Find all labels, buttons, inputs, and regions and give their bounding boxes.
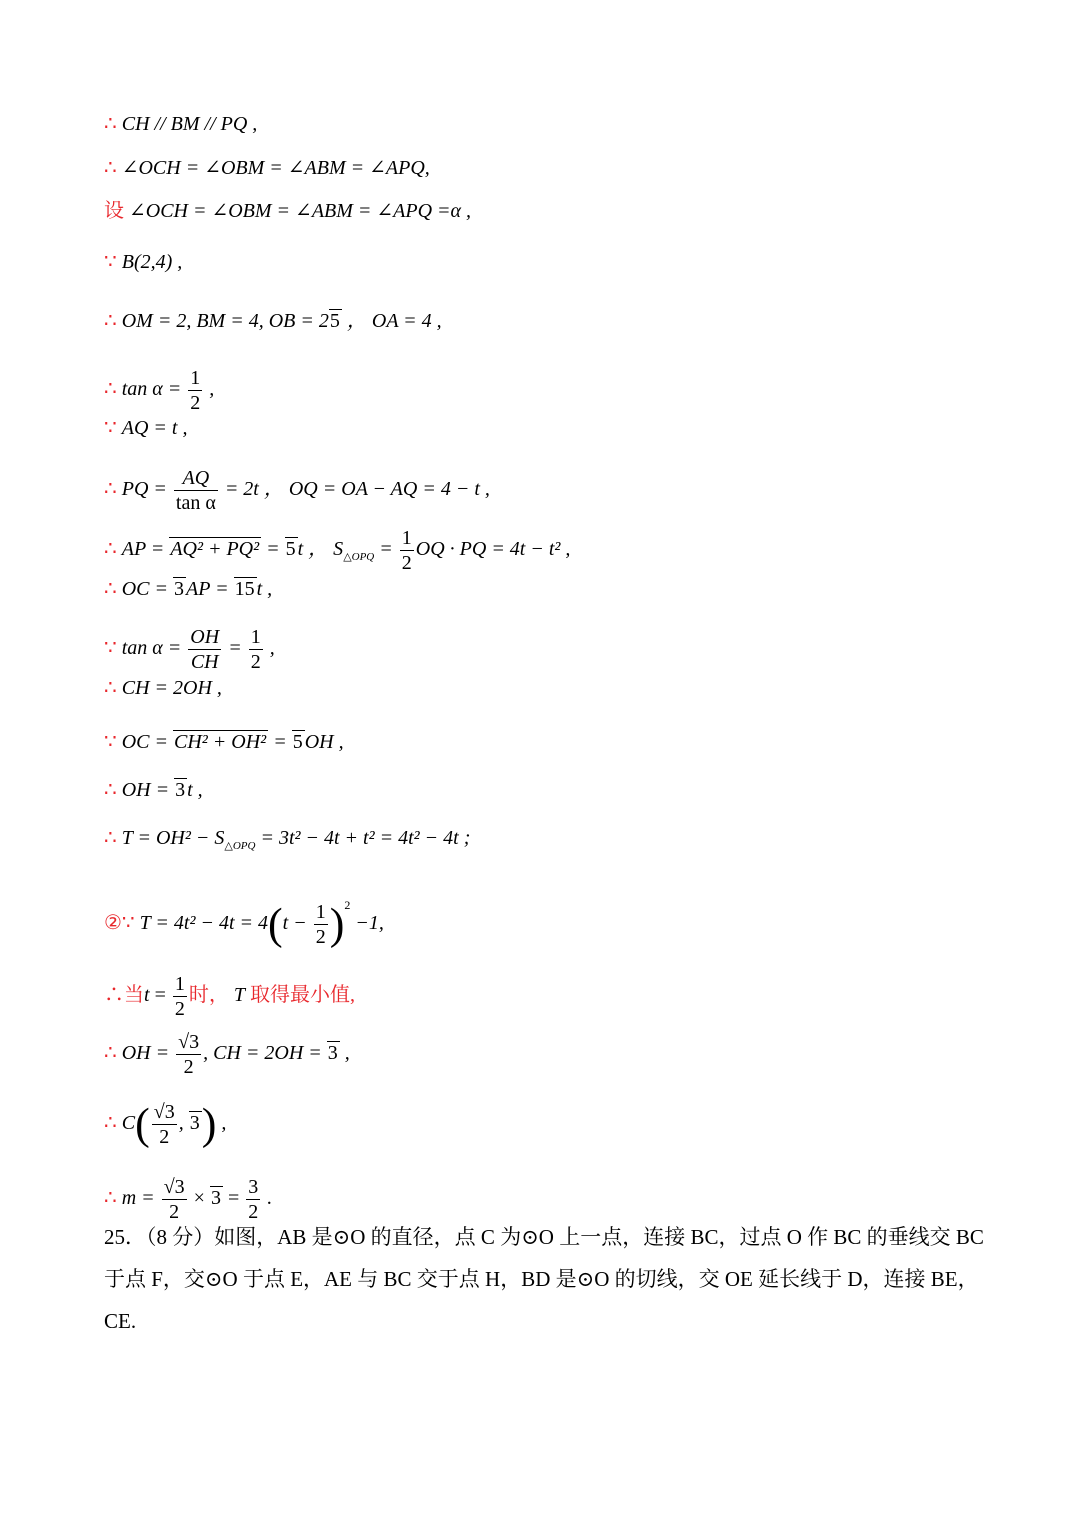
solution-line-7 [104,416,187,440]
math-text: OH = [121,779,175,801]
sqrt-radicand: AQ² + PQ² [170,538,260,561]
fraction: $\frac{1}{2}$ [174,973,185,1020]
therefore-symbol: ∴ [104,779,117,801]
exponent: 2 [344,898,351,913]
fraction: $\frac{1}{2}$ [401,527,412,574]
therefore-symbol: ∴ [104,113,117,135]
therefore-symbol: ∴ [104,478,117,501]
solution-line-8 [104,466,490,515]
therefore-symbol: ∴ [104,1042,117,1065]
sqrt-radicand: 3 [210,1187,221,1210]
when-label: 当 [124,984,144,1007]
math-text: B(2,4) , [121,251,183,273]
math-text: T = 4t² − 4t = 4 [139,912,269,935]
math-text: CH = 2OH , [121,677,222,699]
math-text: m = [121,1187,160,1210]
math-text-tail: . [262,1187,273,1210]
math-text-tail: t , [256,578,273,600]
fraction: $\frac{OH}{CH}$ [190,626,220,673]
therefore-symbol: ∴ [104,310,117,332]
fraction: $\frac{√3}{2}$ [178,1031,200,1078]
solution-line-14 [104,778,203,802]
conclusion-text: 取得最小值, [244,984,355,1007]
math-text-tail: OH , [304,731,344,753]
therefore-symbol: ∴ [104,538,117,561]
sqrt-radicand: 3 [175,779,186,801]
solution-line-20: ∴ m = $\frac{√3}{2}$ × 3 = $\frac{3}{2}$ . [104,1176,273,1223]
right-paren: ) [201,1099,217,1149]
solution-line-11: ∵ tan α = $\frac{OH}{CH}$ = $\frac{1}{2}$ , [104,626,275,673]
because-symbol: ∵ [104,417,117,439]
because-symbol: ∵ [104,637,117,660]
math-text: tan α = [121,637,187,660]
fraction: $\frac{1}{2}$ [315,901,326,948]
sqrt-radicand: 5 [329,310,340,332]
solution-line-9: ∴ AP = AQ² + PQ² = 5 t ， $S_{\triangle OPQ}$ = $\frac{1}{2}$ OQ · PQ = 4t − t² , [104,527,571,574]
problem-text-line-2: 于点 F，交⊙O 于点 E，AE 与 BC 交于点 H，BD 是⊙O 的切线，交 OE 延长线于 D，连接 BE，CE. [104,1267,979,1333]
solution-line-1 [104,112,257,136]
math-text-tail: , [339,1042,350,1065]
subscript: △OPQ [343,551,375,564]
math-text: C [121,1112,136,1135]
solution-line-18: ∴ OH = $\frac{√3}{2}$ , CH = 2OH = 3 , [104,1031,350,1078]
left-paren: ( [135,1099,150,1149]
right-paren: ) [329,899,345,949]
sqrt-radicand: 3 [174,578,185,600]
sqrt-radicand: 5 [292,731,303,753]
solution-line-12 [104,676,222,700]
therefore-symbol: ∴ [104,827,117,849]
solution-line-6 [104,366,214,415]
left-paren: ( [268,899,283,949]
solution-line-19: ∴ C( $\frac{√3}{2}$ , 3) , [104,1099,227,1149]
math-text-tail: , [264,637,275,660]
math-text: PQ = [121,478,172,501]
sqrt-radicand: 3 [327,1042,338,1065]
math-text: AP = [121,538,170,561]
problem-text-line-1: 25．（8 分）如图，AB 是⊙O 的直径，点 C 为⊙O 上一点，连接 BC，过点 O 作 BC 的垂线交 BC [104,1225,984,1249]
math-text-tail: , [216,1112,227,1135]
math-text: ∠OCH = ∠OBM = ∠ABM = ∠APQ =α , [129,200,472,222]
solution-line-5 [104,309,442,333]
math-text-tail: OQ · PQ = 4t − t² , [415,538,571,561]
math-text-tail: = 3t² − 4t + t² = 4t² − 4t ; [255,827,471,849]
math-text: OC = [121,731,174,753]
math-text: CH // BM // PQ , [121,113,258,135]
solution-line-15 [104,826,470,850]
therefore-symbol: ∴ [104,378,117,401]
solution-line-10: ∴ OC = 3 AP = 15 t , [104,578,273,600]
fraction: $\frac{1}{2}$ [250,626,261,673]
fraction: $\frac{√3}{2}$ [163,1176,185,1223]
therefore-symbol: ∴ [104,157,117,179]
math-text: AQ = t , [121,417,188,439]
sqrt-radicand: 5 [285,538,296,561]
solution-line-17: ∴当t = $\frac{1}{2}$ 时， T 取得最小值, [104,973,355,1020]
math-text: ∠OCH = ∠OBM = ∠ABM = ∠APQ, [121,157,430,179]
math-text: OM = 2, BM = 4, OB = 2 [121,310,329,332]
sqrt-radicand: 3 [189,1112,200,1135]
sqrt-radicand: 15 [234,578,255,600]
solution-line-4 [104,250,182,274]
problem-25 [104,1216,1004,1342]
math-text: tan α = [121,378,187,401]
part-two-because: ②∵ [104,912,135,935]
sqrt-radicand: CH² + OH² [174,731,267,753]
condition-text: 时， [188,984,234,1007]
therefore-symbol: ∴ [104,1187,117,1210]
solution-line-13: ∵ OC = CH² + OH² = 5 OH , [104,731,344,753]
math-text-tail: t , [187,779,203,801]
fraction: $\frac{AQ}{\text{tan α}}$ [175,467,216,514]
fraction: $\frac{3}{2}$ [248,1176,259,1223]
solution-line-3 [104,199,471,223]
therefore-symbol: ∴ [104,677,117,699]
math-text-tail: −1, [350,912,384,935]
solution-line-16: ②∵ T = 4t² − 4t = 4(t − $\frac{1}{2}$ )$^2$ −1, [104,898,384,949]
math-text: OC = [121,578,174,600]
because-symbol: ∵ [104,731,117,753]
math-text-tail: = 2t ， OQ = OA − AQ = 4 − t , [219,478,490,501]
let-label: 设 [104,200,124,222]
fraction: $\frac{1}{2}$ [190,367,201,414]
because-symbol: ∵ [104,251,117,273]
therefore-symbol: ∴ [104,984,124,1007]
math-text-tail: , [204,378,215,401]
therefore-symbol: ∴ [104,1112,117,1135]
subscript: △OPQ [224,840,256,852]
therefore-symbol: ∴ [104,578,117,600]
math-text: OH = [121,1042,175,1065]
math-text: T = OH² − S [121,827,225,849]
math-text-tail: ， OA = 4 , [341,310,442,332]
fraction: $\frac{√3}{2}$ [153,1101,175,1148]
solution-line-2 [104,156,430,180]
